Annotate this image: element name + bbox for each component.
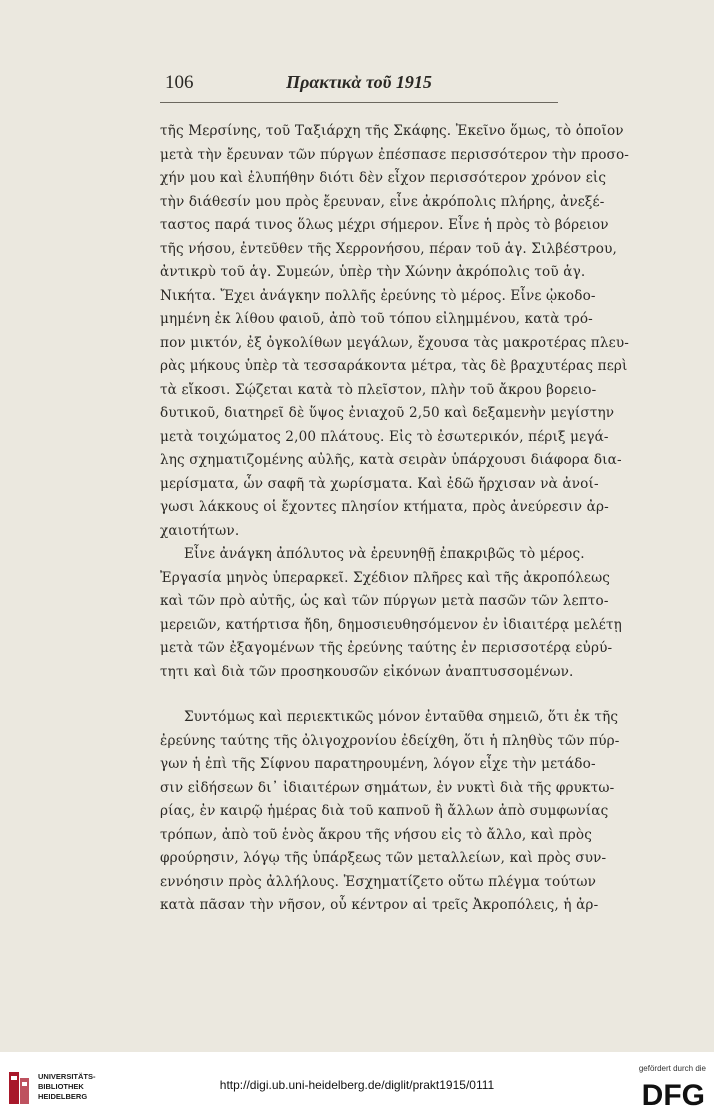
text-line: τὴν διάθεσίν μου πρὸς ἔρευναν, εἶνε ἀκρόπολις πλήρης, ἀνεξέ- [160, 193, 605, 210]
text-line: τὰ εἴκοσι. Σῴζεται κατὰ τὸ πλεῖστον, πλὴν τοῦ ἄκρου βορειο- [160, 381, 597, 398]
text-line: μημένη ἐκ λίθου φαιοῦ, ἀπὸ τοῦ τόπου εἰλημμένου, κατὰ τρό- [160, 311, 593, 327]
text-line: μερίσματα, ὧν σαφῆ τὰ χωρίσματα. Καὶ ἐδῶ ἤρχισαν νὰ ἀνοί- [160, 475, 599, 492]
text-line: ταστος παρά τινος ὅλως μέχρι σήμερον. Εἶνε ἡ πρὸς τὸ βόρειον [160, 217, 609, 233]
text-line: γων ἡ ἐπὶ τῆς Σίφνου παρατηρουμένη, λόγον εἶχε τὴν μετάδο- [160, 756, 596, 772]
text-line: μετὰ τοιχώματος 2,00 πλάτους. Εἰς τὸ ἐσωτερικόν, πέριξ μεγά- [160, 428, 609, 445]
text-line: λης σχηματιζομένης αὐλῆς, κατὰ σειρὰν ὑπάρχουσι διάφορα δια- [160, 452, 622, 468]
header-rule [160, 102, 558, 103]
text-line: εννόησιν πρὸς ἀλλήλους. Ἐσχηματίζετο οὕτω πλέγμα τούτων [160, 873, 597, 890]
text-line: μετὰ τὴν ἔρευναν τῶν πύργων ἐπέσπασε περισσότερον τὴν προσο- [160, 146, 630, 163]
text-line: Εἶνε ἀνάγκη ἀπόλυτος νὰ ἐρευνηθῇ ἐπακριβῶς τὸ μέρος. [184, 546, 585, 562]
text-line: ἀντικρὺ τοῦ ἁγ. Συμεών, ὑπὲρ τὴν Χώνην ἀκρόπολις τοῦ ἁγ. [160, 264, 586, 280]
viewer-footer [0, 1052, 714, 1116]
text-line: δυτικοῦ, διατηρεῖ δὲ ὕψος ἐνιαχοῦ 2,50 καὶ δεξαμενὴν μεγίστην [160, 405, 615, 421]
page-number: 106 [165, 72, 194, 93]
text-line: Νικήτα. Ἔχει ἀνάγκην πολλῆς ἐρεύνης τὸ μέρος. Εἶνε ᾠκοδο- [160, 287, 596, 304]
body-text [160, 120, 630, 918]
text-line: ρίας, ἐν καιρῷ ἡμέρας διὰ τοῦ καπνοῦ ἢ ἄλλων ἀπὸ συμφωνίας [160, 803, 609, 819]
library-logo-line: BIBLIOTHEK [38, 1082, 84, 1091]
library-logo-line: HEIDELBERG [38, 1092, 88, 1101]
running-title: Πρακτικὰ τοῦ 1915 [286, 72, 432, 92]
text-line: ρὰς μήκους ὑπὲρ τὰ τεσσαράκοντα μέτρα, τὰς δὲ βραχυτέρας περὶ [160, 358, 628, 374]
dfg-caption: gefördert durch die [638, 1064, 706, 1073]
text-line: Ἐργασία μηνὸς ὑπεραρκεῖ. Σχέδιον πλῆρες καὶ τῆς ἀκροπόλεως [160, 569, 611, 586]
text-line: πον μικτόν, ἐξ ὀγκολίθων μεγάλων, ἔχουσα τὰς μακροτέρας πλευ- [160, 334, 630, 351]
dfg-logo[interactable] [626, 1064, 706, 1112]
text-line: μερειῶν, κατήρτισα ἤδη, δημοσιευθησόμενον ἐν ἰδιαιτέρᾳ μελέτῃ [160, 616, 622, 633]
text-line: καὶ τῶν πρὸ αὐτῆς, ὡς καὶ τῶν πύργων μετὰ πασῶν τῶν λεπτο- [160, 593, 609, 609]
page-header [160, 72, 558, 96]
text-line: φρούρησιν, λόγῳ τῆς ὑπάρξεως τῶν μεταλλείων, καὶ πρὸς συν- [160, 850, 607, 866]
text-line: κατὰ πᾶσαν τὴν νῆσον, οὗ κέντρον αἱ τρεῖς Ἀκροπόλεις, ἡ ἀρ- [160, 897, 599, 913]
text-line: τῆς Μερσίνης, τοῦ Ταξιάρχη τῆς Σκάφης. Ἐκεῖνο ὅμως, τὸ ὁποῖον [160, 123, 624, 139]
text-line: ἐρεύνης ταύτης τῆς ὀλιγοχρονίου ἐδείχθη, ὅτι ἡ πληθὺς τῶν πύρ- [160, 732, 620, 749]
library-logo-line: UNIVERSITÄTS- [38, 1072, 96, 1081]
dfg-logo-text: DFG [641, 1079, 705, 1112]
text-line: χαιοτήτων. [160, 522, 240, 539]
paragraph-gap [160, 684, 558, 706]
text-line: μετὰ τῶν ἐξαγομένων τῆς ἐρεύνης ταύτης ἐν περισσοτέρᾳ εὐρύ- [160, 640, 613, 656]
text-line: Συντόμως καὶ περιεκτικῶς μόνον ἐνταῦθα σημειῶ, ὅτι ἐκ τῆς [184, 709, 619, 725]
text-line: τῆς νήσου, ἐντεῦθεν τῆς Χερρονήσου, πέραν τοῦ ἁγ. Σιλβέστρου, [160, 240, 617, 257]
permalink-url[interactable]: http://digi.ub.uni-heidelberg.de/diglit/prakt1915/0111 [219, 1078, 495, 1092]
text-line: γωσι λάκκους οἱ ἔχοντες πλησίον κτήματα, πρὸς ἀνεύρεσιν ἀρ- [160, 499, 609, 515]
dfg-logo-icon [626, 1074, 706, 1110]
text-line: χήν μου καὶ ἐλυπήθην διότι δὲν εἶχον περισσότερον χρόνον εἰς [160, 170, 607, 186]
text-line: τητι καὶ διὰ τῶν προσηκουσῶν εἰκόνων ἀναπτυσσομένων. [160, 663, 574, 680]
text-line: τρόπων, ἀπὸ τοῦ ἑνὸς ἄκρου τῆς νήσου εἰς τὸ ἄλλο, καὶ πρὸς [160, 826, 593, 843]
text-line: σιν εἰδήσεων δι᾿ ἰδιαιτέρων σημάτων, ἐν νυκτὶ διὰ τῆς φρυκτω- [160, 779, 615, 796]
